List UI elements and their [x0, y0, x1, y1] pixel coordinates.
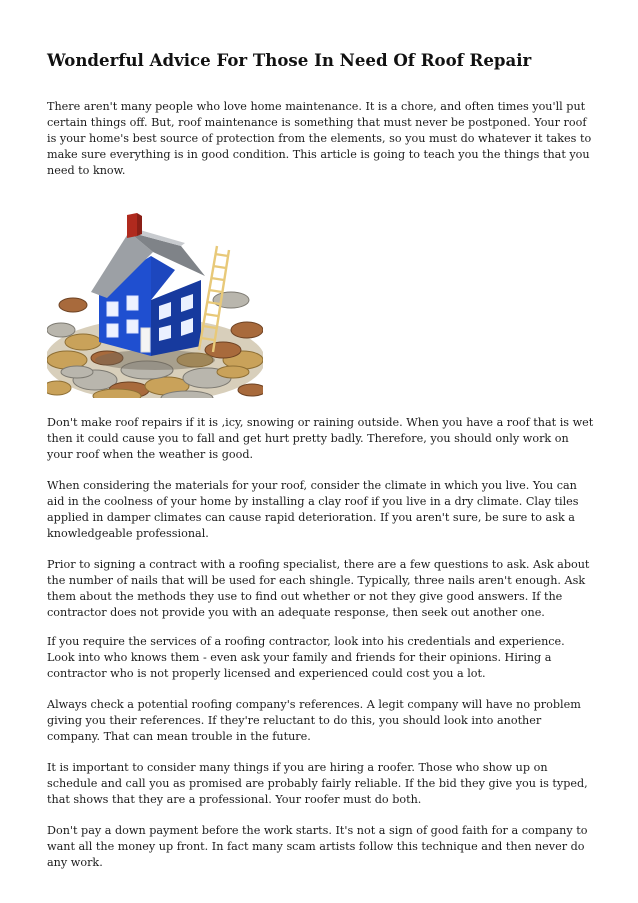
paragraph-weather: Don't make roof repairs if it is ,icy, snowing or raining outside. When you have a roof that is wet then it could cause you to fall and get hurt pretty badly. Therefore, you should only work on your roof when the weather is good. — [47, 416, 594, 462]
paragraph-down-payment: Don't pay a down payment before the work starts. It's not a sign of good faith for a company to want all the money up front. In fact many scam artists follow this technique and then never do any work. — [47, 824, 588, 870]
paragraph-materials: When considering the materials for your roof, consider the climate in which you live. You can aid in the coolness of your home by installing a clay roof if you live in a dry climate. Clay tiles applied in damper climates can cause rapid deterioration. If you aren't sure, be sure to ask a knowledgeable professional. — [47, 479, 579, 541]
article-title: Wonderful Advice For Those In Need Of Roof Repair — [47, 50, 532, 70]
paragraph-intro: There aren't many people who love home maintenance. It is a chore, and often times you'll put certain things off. But, roof maintenance is something that must never be postponed. Your roof is your home's best source of protection from the elements, so you must do whatever it takes to make sure everything is in good condition. This article is going to teach you the things that you need to know. — [47, 100, 592, 178]
paragraph-credentials: If you require the services of a roofing contractor, look into his credentials and experience. Look into who knows them - even ask your family and friends for their opinions. Hiring a contractor who is not properly licensed and experienced could cost you a lot. — [47, 635, 565, 681]
house-on-coins-illustration — [47, 210, 263, 398]
house-on-coins-icon — [47, 210, 263, 398]
paragraph-references: Always check a potential roofing company's references. A legit company will have no problem giving you their references. If they're reluctant to do this, you should look into another company. That can mean trouble in the future. — [47, 698, 581, 744]
paragraph-hiring: It is important to consider many things if you are hiring a roofer. Those who show up on schedule and call you as promised are probably fairly reliable. If the bid they give you is typed, that shows that they are a professional. Your roofer must do both. — [47, 761, 588, 807]
paragraph-contract: Prior to signing a contract with a roofing specialist, there are a few questions to ask. Ask about the number of nails that will be used for each shingle. Typically, three nails aren't enough. Ask them about the methods they use to find out whether or not they give good answers. If the contractor does not provide you with an adequate response, then seek out another one. — [47, 558, 590, 620]
